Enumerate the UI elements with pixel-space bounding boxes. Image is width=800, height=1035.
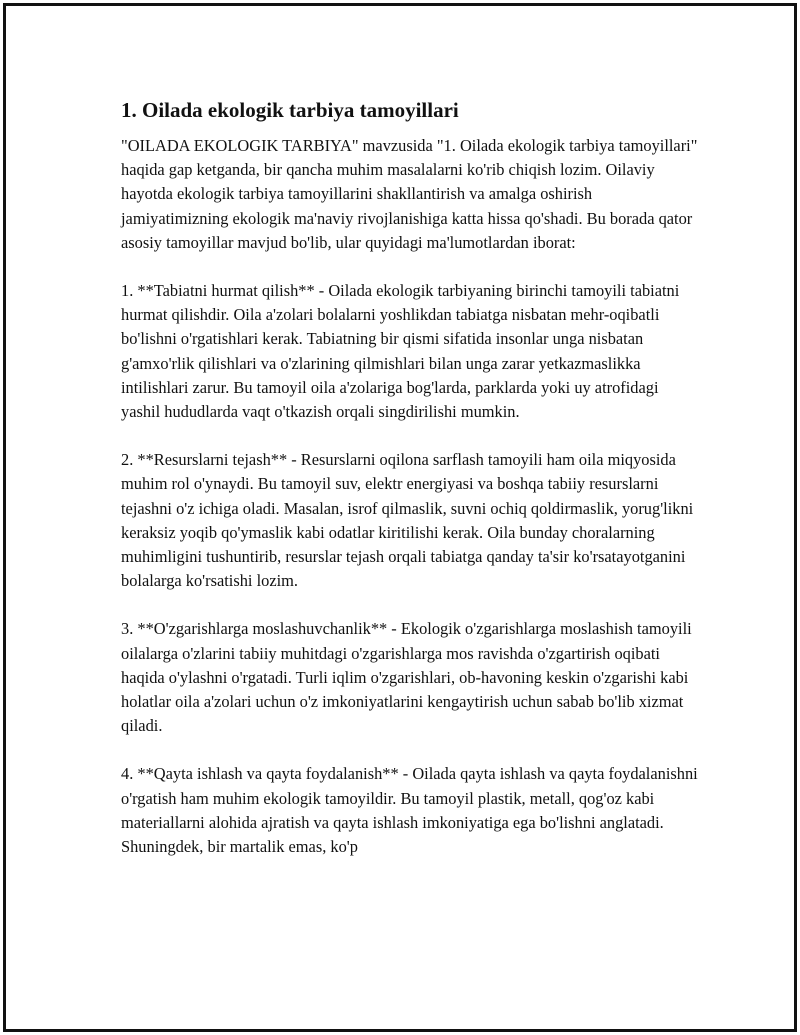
principle-paragraph-resource-saving: 2. **Resurslarni tejash** - Resurslarni oqilona sarflash tamoyili ham oila miqyosida muhim rol o'ynaydi. Bu tamoyil suv, elektr energiyasi va boshqa tabiiy resurslarni tejashni o'z ichiga oladi. Masalan, isrof qilmaslik, suvni ochiq qoldirmaslik, yorug'likni keraksiz yoqib qo'ymaslik kabi odatlar kiritilishi kerak. Oila bunday choralarning muhimligini tushuntirib, resurslar tejash orqali tabiatga qanday ta'sir ko'rsatayotganini bolalarga ko'rsatishi lozim. (121, 450, 694, 591)
document-title: 1. Oilada ekologik tarbiya tamoyillari (121, 98, 459, 122)
intro-paragraph: "OILADA EKOLOGIK TARBIYA" mavzusida "1. Oilada ekologik tarbiya tamoyillari" haqida gap ketganda, bir qancha muhim masalalarni ko'rib chiqish lozim. Oilaviy hayotda ekologik tarbiya tamoyillarini shakllantirish va amalga oshirish jamiyatimizning ekologik ma'naviy rivojlanishiga katta hissa qo'shadi. Bu borada qator asosiy tamoyillar mavjud bo'lib, ular quyidagi ma'lumotlardan iborat: (121, 136, 698, 252)
page-border (3, 3, 797, 1032)
document-body (121, 94, 701, 883)
principle-paragraph-adaptability: 3. **O'zgarishlarga moslashuvchanlik** - Ekologik o'zgarishlarga moslashish tamoyili oilalarga o'zlarini tabiiy muhitdagi o'zgarishlarga mos ravishda o'zgartirish oqibati haqida o'ylashni o'rgatadi. Turli iqlim o'zgarishlari, ob-havoning keskin o'zgarishi kabi holatlar oila a'zolari uchun o'z imkoniyatlarini kengaytirish uchun sabab bo'lib xizmat qiladi. (121, 619, 692, 736)
principle-paragraph-nature-respect: 1. **Tabiatni hurmat qilish** - Oilada ekologik tarbiyaning birinchi tamoyili tabiatni hurmat qilishdir. Oila a'zolari bolalarni yoshlikdan tabiatga nisbatan mehr-oqibatli bo'lishni o'rgatishlari kerak. Tabiatning bir qismi sifatida insonlar unga nisbatan g'amxo'rlik qilishlari va o'zlarining qilmishlari bilan unga zarar yetkazmaslikka intilishlari zarur. Bu tamoyil oila a'zolariga bog'larda, parklarda yoki uy atrofidagi yashil hududlarda vaqt o'tkazish orqali singdirilishi mumkin. (121, 281, 680, 422)
principle-paragraph-recycling: 4. **Qayta ishlash va qayta foydalanish** - Oilada qayta ishlash va qayta foydalanishni o'rgatish ham muhim ekologik tamoyildir. Bu tamoyil plastik, metall, qog'oz kabi materiallarni alohida ajratish va qayta ishlash imkoniyatiga ega bo'lishni anglatadi. Shuningdek, bir martalik emas, ko'p (121, 764, 698, 857)
